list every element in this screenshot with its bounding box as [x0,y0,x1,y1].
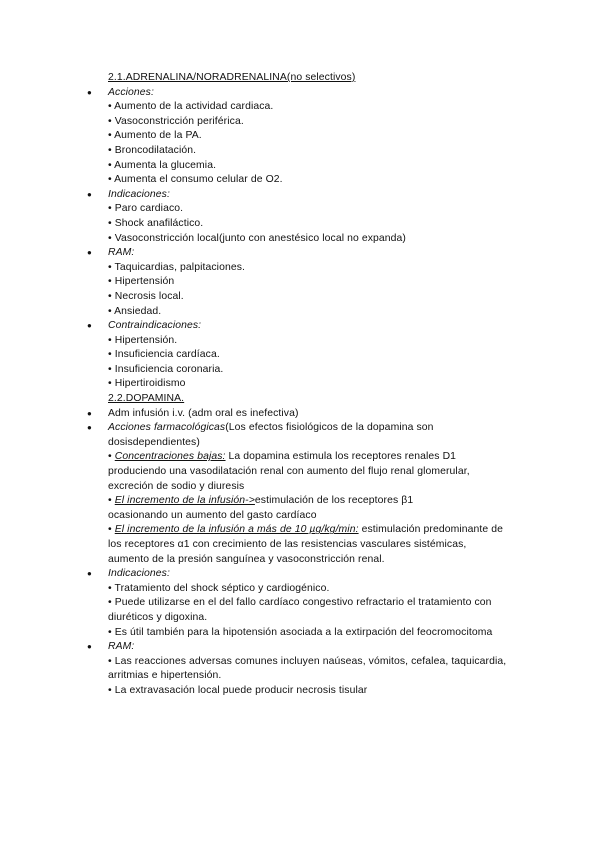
indicaciones-label: ● Indicaciones: [108,188,528,203]
text-line: arritmias e hipertensión. [108,670,222,682]
bullet-char: • [108,524,115,536]
concentraciones-bajas-text: La dopamina estimula los receptores renales D1 [225,451,457,463]
ram-label: ● RAM: [108,246,528,261]
list-item: • Hipertensión [108,276,175,288]
list-item: • Puede utilizarse en el del fallo cardíaco congestivo refractario el tratamiento con [108,597,492,609]
list-item: • Taquicardias, palpitaciones. [108,261,245,273]
list-item: • Insuficiencia cardíaca. [108,349,220,361]
contraindicaciones-label: ● Contraindicaciones: [108,319,528,334]
concentraciones-bajas [108,450,528,465]
list-item: • Hipertensión. [108,334,178,346]
list-item: • Aumento de la actividad cardiaca. [108,101,274,113]
incremento-infusion-10-text: estimulación predominante de [358,524,504,536]
incremento-infusion [108,494,528,509]
bullet-char: • [108,451,115,463]
text-line: ocasionando un aumento del gasto cardíaco [108,509,317,521]
list-item: • Insuficiencia coronaria. [108,363,224,375]
list-item: • Aumenta la glucemia. [108,159,217,171]
incremento-infusion-10-label: El incremento de la infusión a más de 10 µg/kg/min: [114,524,359,536]
list-item: • Las reacciones adversas comunes incluyen naúseas, vómitos, cefalea, taquicardia, [108,655,507,667]
incremento-infusion-10 [108,523,528,538]
section-heading-dopamina: 2.2.DOPAMINA. [108,393,185,405]
list-item: • Hipertiroidismo [108,378,186,390]
bullet-char: • [108,495,115,507]
administracion-item: ● Adm infusión i.v. (adm oral es inefectiva) [108,407,528,422]
acciones-farmacologicas-label: Acciones farmacológicas [108,422,226,434]
text-line: excreción de sodio y diuresis [108,480,245,492]
list-item: • Shock anafiláctico. [108,217,204,229]
list-item: • Aumenta el consumo celular de O2. [108,174,283,186]
text-line: produciendo una vasodilatación renal con aumento del flujo renal glomerular, [108,466,470,478]
document-content [108,71,528,699]
acciones-label: ● Acciones: [108,86,528,101]
text-line: los receptores α1 con crecimiento de las resistencias vasculares sistémicas, [108,539,467,550]
text-line: diuréticos y digoxina. [108,611,208,623]
list-item: • Broncodilatación. [108,144,197,156]
list-item: • Paro cardiaco. [108,203,184,215]
list-item: • Ansiedad. [108,305,162,317]
acciones-farmacologicas-text: (Los efectos fisiológicos de la dopamina son [225,422,434,434]
ram-label: ● RAM: [108,640,528,655]
list-item: • Vasoconstricción periférica. [108,115,244,127]
list-item: • Necrosis local. [108,290,184,302]
list-item: • Vasoconstricción local(junto con anestésico local no expanda) [108,232,406,244]
list-item: • Aumento de la PA. [108,130,202,142]
incremento-infusion-text: estimulación de los receptores β1 [254,495,414,507]
section-heading-adrenalina: 2.1.ADRENALINA/NORADRENALINA(no selectivos) [108,72,356,83]
incremento-infusion-label: El incremento de la infusión-> [114,495,255,507]
indicaciones-label: ● Indicaciones: [108,567,528,582]
list-item: • Tratamiento del shock séptico y cardiogénico. [108,582,330,594]
list-item: • La extravasación local puede producir necrosis tisular [108,684,368,696]
acciones-farmacologicas [108,421,528,436]
concentraciones-bajas-label: Concentraciones bajas: [114,451,226,463]
list-item: • Es útil también para la hipotensión asociada a la extirpación del feocromocitoma [108,626,493,638]
text-line: aumento de la presión sanguínea y vasoconstricción renal. [108,553,385,565]
text-line: dosisdependientes) [108,436,200,448]
